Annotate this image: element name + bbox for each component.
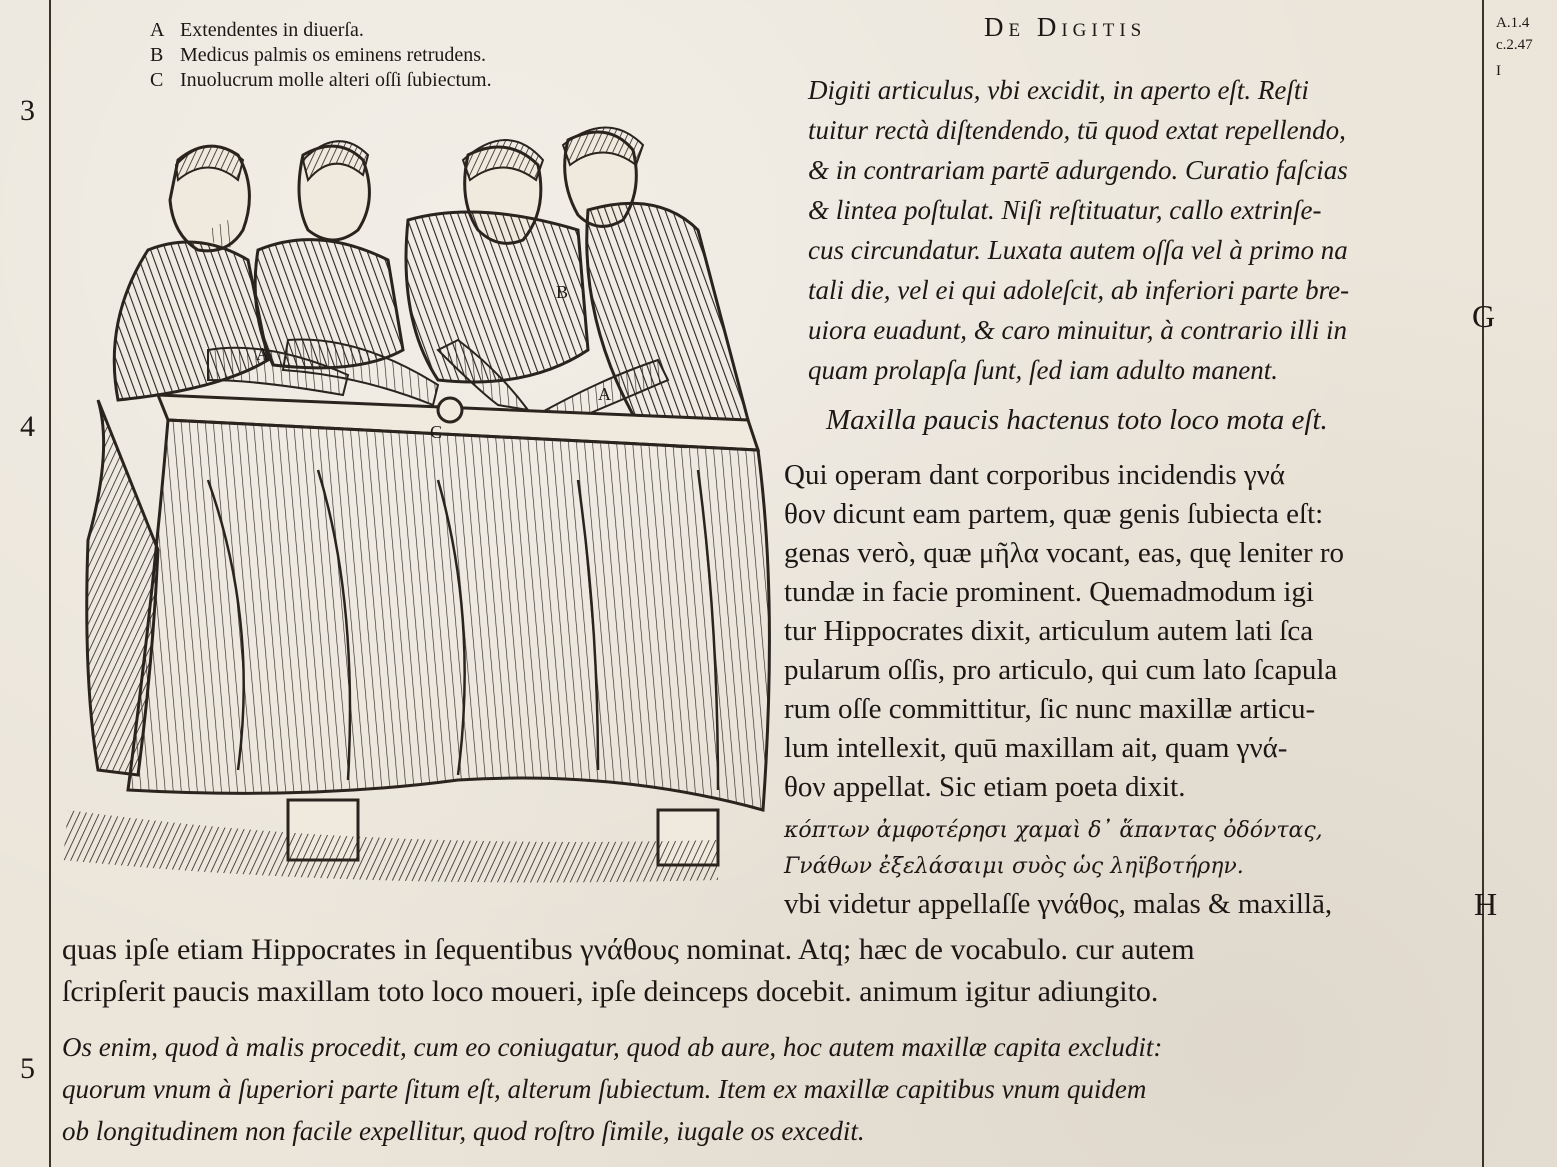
legend-item — [150, 43, 492, 68]
legend-letter: B — [150, 44, 164, 66]
legend-item — [150, 18, 492, 43]
text-line: cus circundatur. Luxata autem oſſa vel à primo na — [808, 235, 1348, 265]
text-line: quam prolapſa ſunt, ſed iam adulto manent. — [808, 355, 1278, 385]
figure-label: C — [430, 422, 443, 442]
text-line: uiora euadunt, & caro minuitur, à contrario illi in — [808, 315, 1348, 345]
figure-label: B — [556, 282, 569, 302]
margin-note: I — [1496, 63, 1501, 79]
side-mark: G — [1472, 298, 1496, 334]
text-line: vbi videtur appellaſſe γνάθος, malas & maxillā, — [784, 888, 1333, 920]
figure-legend — [150, 18, 492, 93]
legend-item — [150, 68, 492, 93]
woodcut-illustration — [58, 120, 778, 900]
side-mark: H — [1474, 886, 1498, 922]
paragraph-hippocrates — [62, 929, 1482, 1013]
legend-letter: A — [150, 19, 165, 41]
figure-label: A — [598, 384, 611, 404]
text-line: tuitur rectà diſtendendo, tū quod extat repellendo, — [808, 115, 1346, 145]
text-line: θον dicunt eam partem, quæ genis ſubiecta eſt: — [784, 498, 1324, 530]
text-line: rum oſſe committitur, ſic nunc maxillæ articu- — [784, 693, 1316, 725]
text-line: tali die, vel ei qui adoleſcit, ab inferiori parte bre- — [808, 275, 1350, 305]
text-line: tundæ in facie prominent. Quemadmodum igi — [784, 576, 1314, 608]
text-line: pularum oſſis, pro articulo, qui cum lato ſcapula — [784, 654, 1338, 686]
legend-text: Inuolucrum molle alteri oſſi ſubiectum. — [180, 69, 492, 91]
right-margin-rule — [1482, 0, 1484, 1167]
section-subheading: Maxilla paucis hactenus toto loco mota eſt. — [826, 404, 1328, 436]
figure-physician — [406, 140, 588, 410]
legend-text: Medicus palmis os eminens retrudens. — [180, 44, 487, 66]
greek-quote-line: κόπτων ἀμφοτέρησι χαμαὶ δ᾽ ἅπαντας ὀδόντας, — [784, 818, 1323, 843]
paragraph-maxilla — [784, 456, 1474, 807]
text-line: θον appellat. Sic etiam poeta dixit. — [784, 771, 1186, 803]
legend-letter: C — [150, 69, 164, 91]
text-line: Os enim, quod à malis procedit, cum eo coniugatur, quod ab aure, hoc autem maxillæ capita excludit: — [62, 1032, 1163, 1062]
text-line: lum intellexit, quū maxillam ait, quam γνά- — [784, 732, 1288, 764]
page-heading: De Digitis — [984, 12, 1147, 42]
text-line: quas ipſe etiam Hippocrates in ſequentibus γνάθους nominat. Atq; hæc de vocabulo. cur autem — [62, 933, 1195, 966]
text-line: genas verò, quæ μῆλα vocant, eas, quę leniter ro — [784, 537, 1345, 569]
paragraph-os-enim — [62, 1026, 1482, 1152]
greek-quote-line: Γνάθων ἐξελάσαιμι συὸς ὡς ληϊβοτήρην. — [784, 854, 1244, 879]
table-with-cloth — [63, 395, 769, 883]
text-line: & lintea poſtulat. Niſi reſtituatur, callo extrinſe- — [808, 195, 1322, 225]
line-number: 3 — [20, 94, 35, 127]
text-line: ob longitudinem non facile expellitur, quod roſtro ſimile, iugale os excedit. — [62, 1116, 865, 1146]
paragraph-digiti — [808, 70, 1468, 390]
text-line: tur Hippocrates dixit, articulum autem lati ſca — [784, 615, 1314, 647]
margin-note: c.2.47 — [1496, 37, 1533, 53]
margin-note: A.1.4 — [1496, 15, 1530, 31]
text-line: & in contrariam partē adurgendo. Curatio faſcias — [808, 155, 1348, 185]
right-margin-notes — [1496, 12, 1533, 82]
text-line: ſcripſerit paucis maxillam toto loco moueri, ipſe deinceps docebit. animum igitur adiungito. — [62, 975, 1159, 1008]
figure-label: A — [256, 344, 269, 364]
line-number: 4 — [20, 410, 35, 443]
left-margin-rule — [49, 0, 51, 1167]
legend-text: Extendentes in diuerſa. — [180, 19, 364, 41]
text-line: quorum vnum à ſuperiori parte ſitum eſt, alterum ſubiectum. Item ex maxillæ capitibus vnum quidem — [62, 1074, 1147, 1104]
line-number: 5 — [20, 1052, 35, 1085]
text-line: Qui operam dant corporibus incidendis γνά — [784, 459, 1285, 491]
text-line: Digiti articulus, vbi excidit, in aperto eſt. Reſti — [808, 75, 1309, 105]
